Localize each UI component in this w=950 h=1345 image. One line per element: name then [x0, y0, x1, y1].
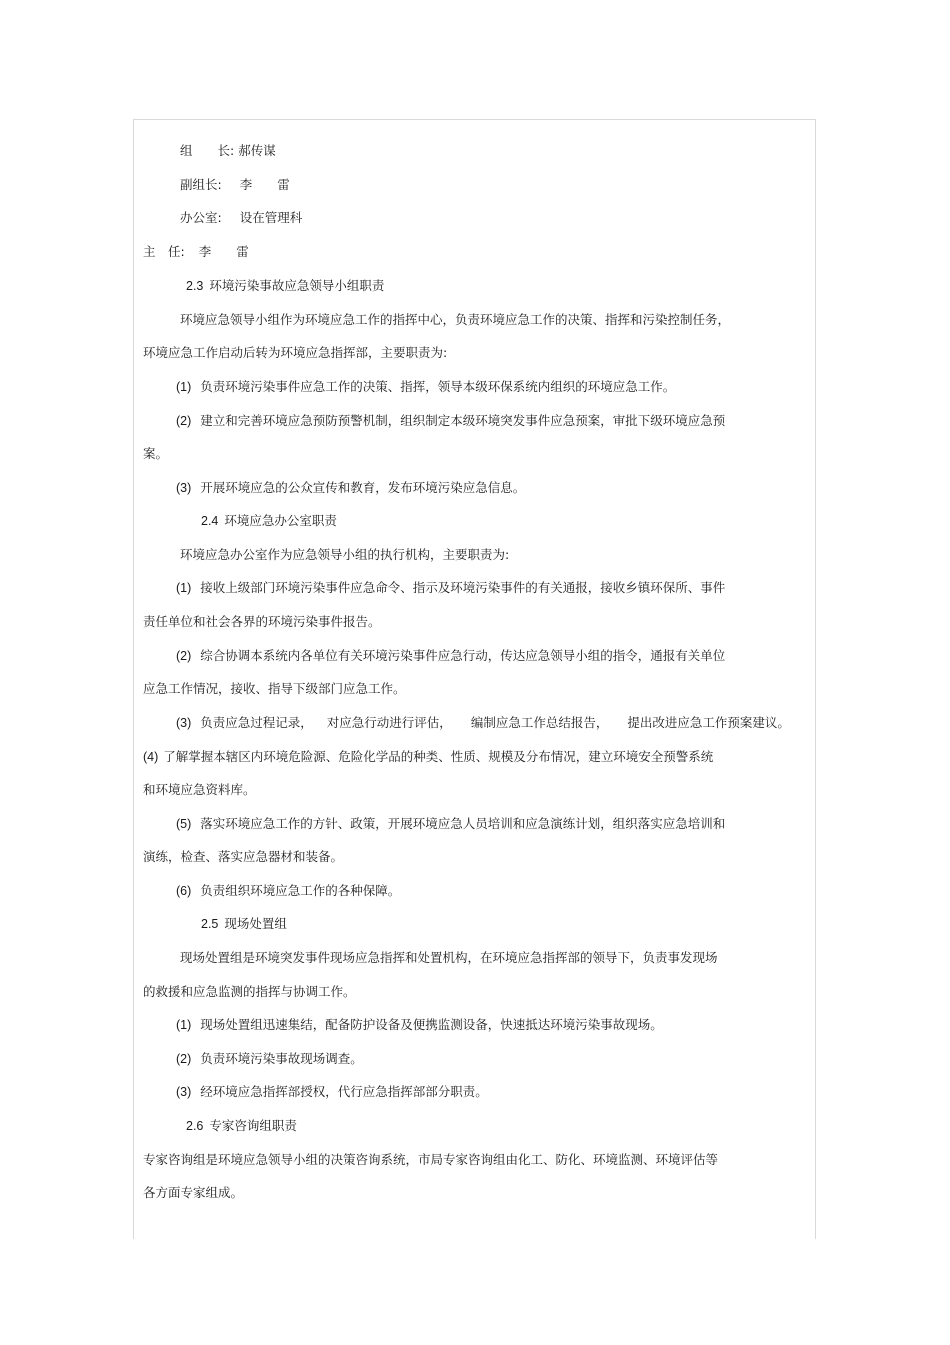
- deputy-name: 李 雷: [239, 177, 290, 192]
- director-name: 李 雷: [198, 244, 249, 259]
- item-continuation: 演练，检查、落实应急器材和装备。: [143, 849, 344, 864]
- office-label: 办公室:: [180, 210, 222, 225]
- item-number: (1): [176, 380, 192, 394]
- item-text: 负责环境污染事故现场调查。: [200, 1051, 363, 1066]
- item-text: 对应急行动进行评估，: [326, 715, 452, 730]
- leader-label: 组 长:: [180, 143, 235, 158]
- paragraph-line: 环境应急领导小组作为环境应急工作的指挥中心，负责环境应急工作的决策、指挥和污染控制任务，: [180, 312, 731, 327]
- item-text: 现场处置组迅速集结，配备防护设备及便携监测设备，快速抵达环境污染事故现场。: [200, 1017, 663, 1032]
- paragraph-line: 现场处置组是环境突发事件现场应急指挥和处置机构，在环境应急指挥部的领导下，负责事发现场: [180, 950, 718, 965]
- item-text: 编制应急工作总结报告，: [470, 715, 609, 730]
- item-number: (3): [176, 716, 192, 730]
- paragraph-line: 各方面专家组成。: [143, 1185, 244, 1200]
- list-item: [176, 1051, 363, 1067]
- item-continuation: 案。: [143, 446, 169, 461]
- item-number: (3): [176, 481, 192, 495]
- item-text: 负责应急过程记录，: [200, 715, 313, 730]
- section-title: 现场处置组: [224, 916, 287, 931]
- item-text: 提出改进应急工作预案建议。: [627, 715, 790, 730]
- item-text: 接收上级部门环境污染事件应急命令、指示及环境污染事件的有关通报，接收乡镇环保所、事件: [200, 580, 726, 595]
- section-title: 环境污染事故应急领导小组职责: [209, 278, 385, 293]
- item-text: 负责组织环境应急工作的各种保障。: [200, 883, 401, 898]
- list-item: [176, 648, 725, 664]
- deputy-line: [180, 177, 290, 193]
- section-number: 2.5: [201, 917, 219, 931]
- section-title: 环境应急办公室职责: [224, 513, 337, 528]
- item-text: 负责环境污染事件应急工作的决策、指挥，领导本级环保系统内组织的环境应急工作。: [200, 379, 676, 394]
- paragraph-line: 的救援和应急监测的指挥与协调工作。: [143, 984, 356, 999]
- item-text: 开展环境应急的公众宣传和教育，发布环境污染应急信息。: [200, 480, 526, 495]
- list-item: [176, 480, 525, 496]
- item-number: (2): [176, 1052, 192, 1066]
- item-continuation: 和环境应急资料库。: [143, 782, 256, 797]
- item-text: 经环境应急指挥部授权，代行应急指挥部部分职责。: [200, 1084, 488, 1099]
- item-number: (2): [176, 414, 192, 428]
- section-number: 2.3: [186, 279, 204, 293]
- item-text: 了解掌握本辖区内环境危险源、危险化学品的种类、性质、规模及分布情况，建立环境安全预警系统: [163, 749, 714, 764]
- list-item: [176, 715, 790, 731]
- list-item: [176, 883, 400, 899]
- section-title: 专家咨询组职责: [209, 1118, 297, 1133]
- leader-name: 郝传谋: [238, 143, 276, 158]
- director-label: 主 任:: [143, 244, 185, 259]
- paragraph-line: 环境应急工作启动后转为环境应急指挥部，主要职责为:: [143, 345, 448, 360]
- leader-line: [180, 143, 276, 159]
- list-item: [176, 413, 725, 429]
- item-number: (3): [176, 1085, 192, 1099]
- item-text: 落实环境应急工作的方针、政策，开展环境应急人员培训和应急演练计划，组织落实应急培训和: [200, 816, 726, 831]
- section-heading-2-3: [186, 278, 384, 294]
- section-number: 2.4: [201, 514, 219, 528]
- director-line: [143, 244, 249, 260]
- section-heading-2-5: [201, 916, 287, 932]
- list-item: [176, 1017, 663, 1033]
- item-text: 综合协调本系统内各单位有关环境污染事件应急行动，传达应急领导小组的指令，通报有关单位: [200, 648, 726, 663]
- item-number: (1): [176, 581, 192, 595]
- list-item: [176, 379, 675, 395]
- paragraph-line: 专家咨询组是环境应急领导小组的决策咨询系统，市局专家咨询组由化工、防化、环境监测、环境评估等: [143, 1152, 719, 1167]
- list-item: [176, 580, 725, 596]
- item-continuation: 应急工作情况，接收、指导下级部门应急工作。: [143, 681, 406, 696]
- item-number: (5): [176, 817, 192, 831]
- paragraph-line: 环境应急办公室作为应急领导小组的执行机构，主要职责为:: [180, 547, 510, 562]
- list-item: [143, 749, 713, 765]
- section-heading-2-6: [186, 1118, 297, 1134]
- deputy-label: 副组长:: [180, 177, 222, 192]
- item-number: (2): [176, 649, 192, 663]
- section-heading-2-4: [201, 513, 337, 529]
- item-text: 建立和完善环境应急预防预警机制，组织制定本级环境突发事件应急预案，审批下级环境应急预: [200, 413, 726, 428]
- item-number: (4): [143, 750, 159, 764]
- list-item: [176, 1084, 488, 1100]
- item-number: (1): [176, 1018, 192, 1032]
- office-line: [180, 210, 302, 226]
- office-value: 设在管理科: [239, 210, 303, 225]
- list-item: [176, 816, 725, 832]
- section-number: 2.6: [186, 1119, 204, 1133]
- item-continuation: 责任单位和社会各界的环境污染事件报告。: [143, 614, 381, 629]
- item-number: (6): [176, 884, 192, 898]
